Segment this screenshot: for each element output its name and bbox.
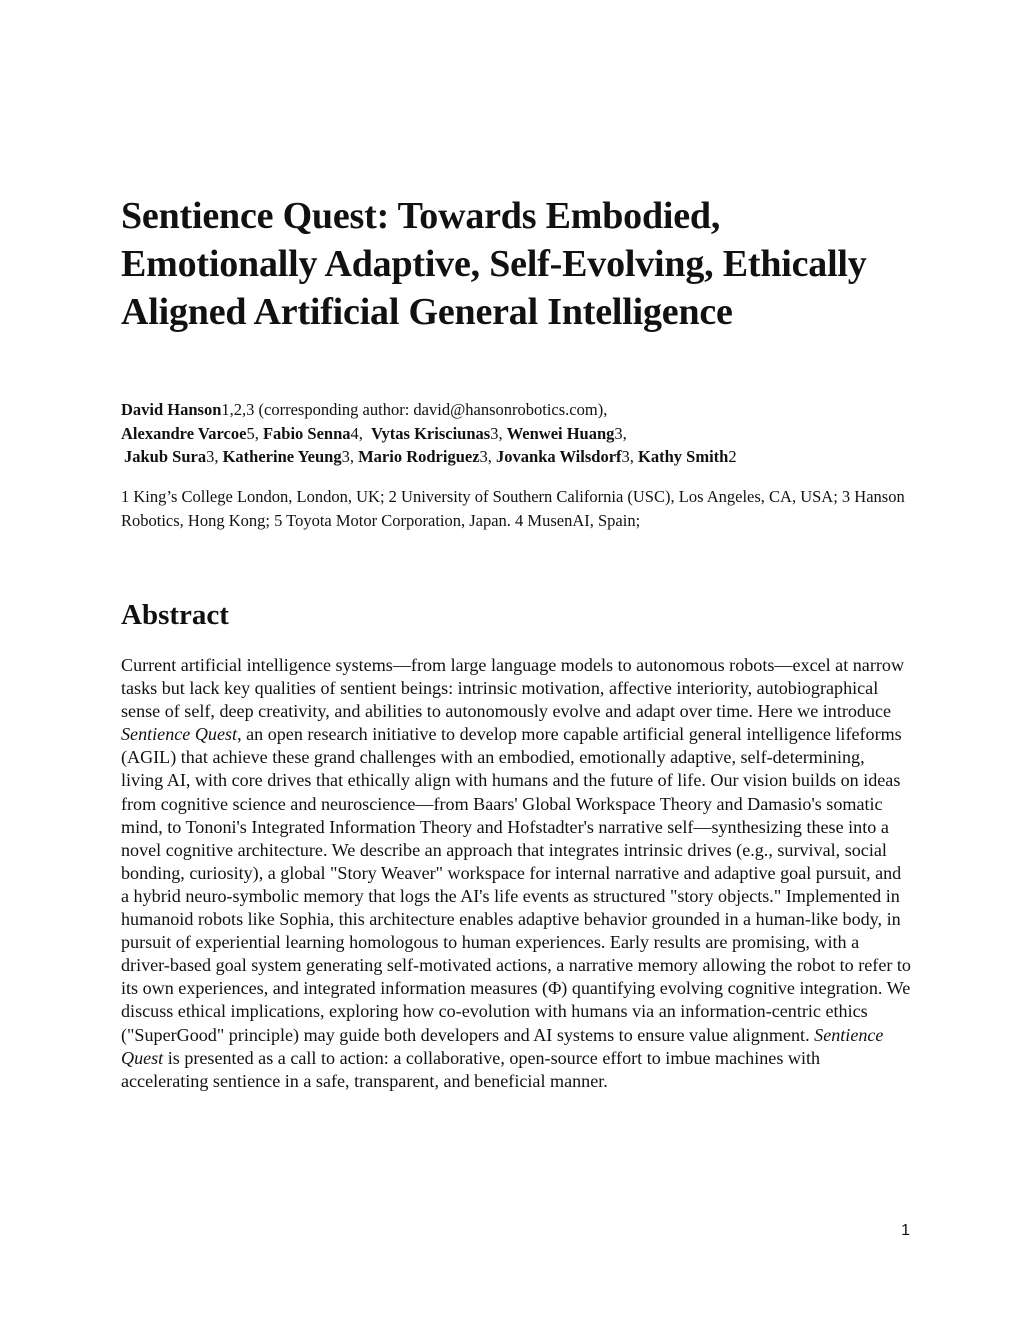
author-affiliation-index: 3 — [621, 447, 630, 466]
author-list — [121, 398, 921, 469]
paper-title: Sentience Quest: Towards Embodied, Emotionally Adaptive, Self-Evolving, Ethically Aligned Artificial General Intelligence — [121, 195, 867, 333]
author-line-2 — [121, 422, 921, 446]
abstract-text: Current artificial intelligence systems—from large language models to autonomous robots—excel at narrow tasks but lack key qualities of sentient beings: intrinsic motivation, affective interiority, autobiographical sense of self, deep creativity, and abilities to autonomously evolve and adapt over time. Here we introduce — [121, 655, 905, 722]
author-name: Mario Rodriguez — [358, 447, 480, 466]
author-separator: , — [629, 447, 639, 466]
author-separator: , — [487, 447, 497, 466]
author-name: Jakub Sura — [124, 447, 207, 466]
author-name: Wenwei Huang — [506, 423, 615, 443]
abstract-text: , an open research initiative to develop more capable artificial general intelligence lifeforms (AGIL) that achieve these grand challenges with an embodied, emotionally adaptive, self-determining, living AI, with core drives that ethically align with humans and the future of life. Our vision builds on ideas from cognitive science and neuroscience—from Baars' Global Workspace Theory and Damasio's somatic mind, to Tononi's Integrated Information Theory and Hofstadter's narrative self—synthesizing these into a novel cognitive architecture. We describe an approach that integrates intrinsic drives (e.g., survival, social bonding, curiosity), a global "Story Weaver" workspace for internal narrative and adaptive goal pursuit, and a hybrid neuro-symbolic memory that logs the AI's life events as structured "story objects." Implemented in humanoid robots like Sophia, this architecture enables adaptive behavior grounded in a human-like body, in pursuit of experiential learning homologous to human experiences. Early results are promising, with a driver-based goal system generating self-motivated actions, a narrative memory allowing the robot to refer to its own experiences, and integrated information measures (Φ) quantifying evolving cognitive integration. We discuss ethical implications, exploring how co-evolution with humans via an information-centric ethics ("SuperGood" principle) may guide both developers and AI systems to ensure value alignment. — [121, 724, 911, 1045]
author-affiliation-index: 5 — [246, 423, 255, 443]
author-name: Vytas Krisciunas — [371, 423, 491, 443]
abstract-body — [121, 654, 911, 1093]
author-name: Jovanka Wilsdorf — [496, 447, 622, 466]
author-affiliation-index: 3 — [614, 423, 623, 443]
author-name: Alexandre Varcoe — [121, 423, 247, 443]
author-name: David Hanson — [121, 400, 222, 419]
author-separator: , — [214, 447, 223, 466]
corresponding-author-note: (corresponding author: david@hansonrobotics.com), — [254, 400, 608, 419]
author-line-3 — [121, 445, 921, 469]
author-affiliation-index: 4 — [350, 423, 359, 443]
author-separator: , — [254, 423, 263, 443]
affiliations: 1 King’s College London, London, UK; 2 University of Southern California (USC), Los Angeles, CA, USA; 3 Hanson Robotics, Hong Kong; 5 Toyota Motor Corporation, Japan. 4 MusenAI, Spain; — [121, 487, 905, 530]
author-name: Katherine Yeung — [222, 447, 342, 466]
author-separator: , — [622, 423, 627, 443]
author-separator: , — [358, 423, 372, 443]
author-separator: , — [349, 447, 359, 466]
abstract-heading: Abstract — [121, 599, 229, 631]
author-affiliation-index: 3 — [206, 447, 215, 466]
author-affiliation-index: 2 — [728, 447, 737, 466]
project-name-emphasis: Sentience Quest — [121, 1024, 884, 1068]
project-name-emphasis: Sentience Quest — [121, 724, 238, 745]
author-affiliation-index: 3 — [341, 447, 350, 466]
author-name: Kathy Smith — [638, 447, 729, 466]
author-affiliation-index: 3 — [479, 447, 488, 466]
abstract-text: is presented as a call to action: a collaborative, open-source effort to imbue machines with accelerating sentience in a safe, transparent, and beneficial manner. — [121, 1047, 821, 1091]
author-name: Fabio Senna — [262, 423, 351, 443]
author-affiliation-index: 3 — [490, 423, 499, 443]
author-line-1 — [121, 398, 921, 422]
author-separator: , — [498, 423, 507, 443]
author-affiliation-index: 1,2,3 — [221, 400, 255, 419]
page-number: 1 — [901, 1222, 910, 1239]
